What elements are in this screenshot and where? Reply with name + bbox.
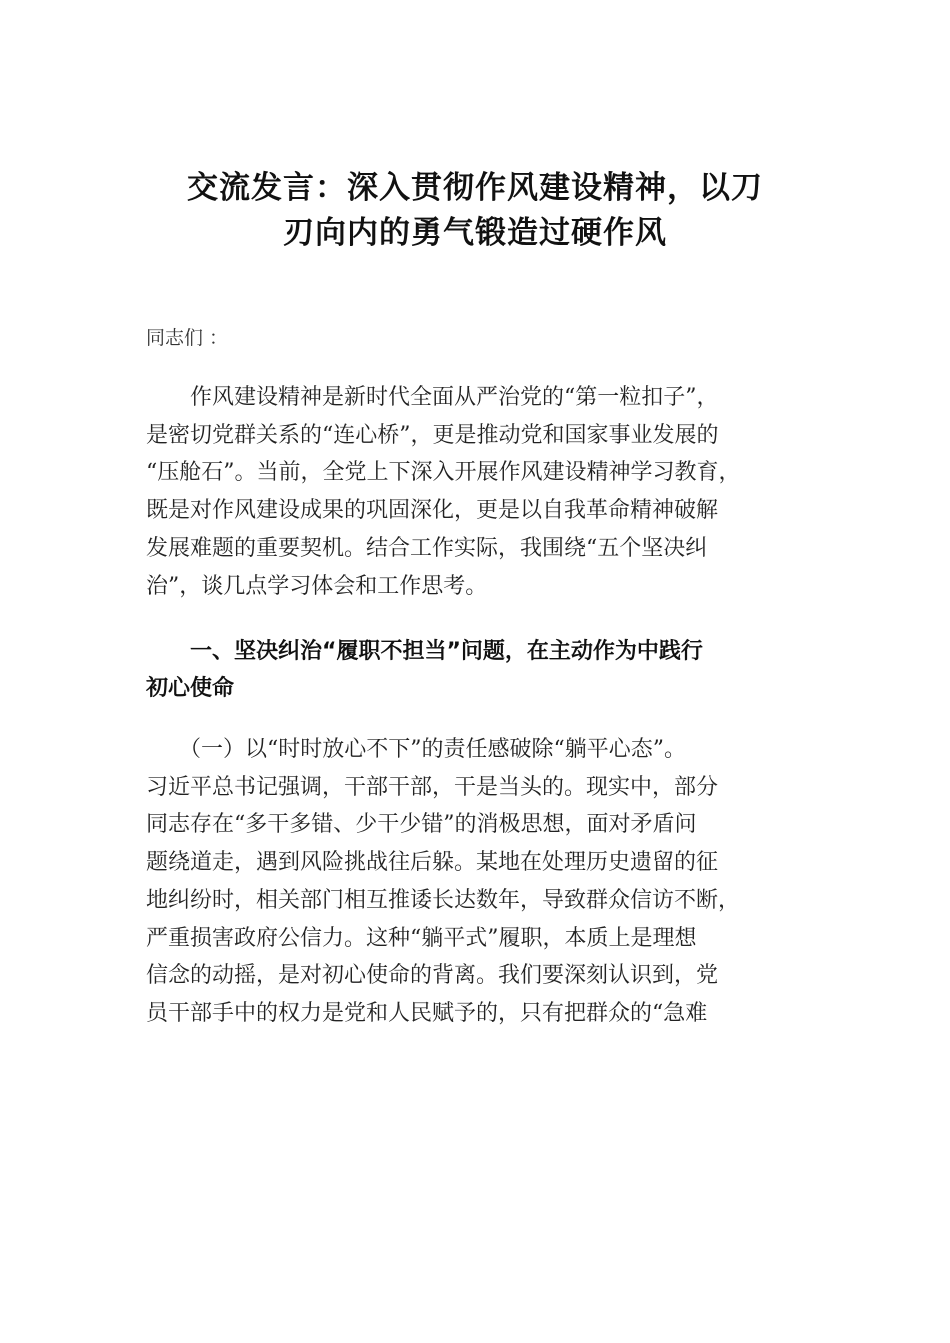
paragraph-line: 员干部手中的权力是党和人民赋予的，只有把群众的“急难 [146,1000,708,1026]
paragraph-line: （一）以“时时放心不下”的责任感破除“躺平心态”。 [146,737,686,762]
salutation: 同志们 ： [146,327,229,349]
paragraph-line: 发展难题的重要契机。结合工作实际，我围绕“五个坚决纠 [146,535,708,561]
paragraph-line: 作风建设精神是新时代全面从严治党的“第一粒扣子”， [146,385,719,410]
paragraph-line: 同志存在“多干多错、少干少错”的消极思想，面对矛盾问 [146,812,697,838]
paragraph-line: 是密切党群关系的“连心桥”，更是推动党和国家事业发展的 [146,422,719,448]
title-line: 交流发言：深入贯彻作风建设精神，以刀 [187,170,763,206]
paragraph-line: “压舱石”。当前，全党上下深入开展作风建设精神学习教育， [146,460,741,486]
document-title [130,166,820,256]
heading-line: 初心使命 [146,676,235,701]
paragraph-line: 题绕道走，遇到风险挑战往后躲。某地在处理历史遗留的征 [146,850,719,876]
paragraph-line: 地纠纷时，相关部门相互推诿长达数年，导致群众信访不断， [146,887,741,913]
title-line: 刃向内的勇气锻造过硬作风 [283,215,667,251]
section-one-paragraph [146,731,808,1033]
paragraph-line: 习近平总书记强调，干部干部，干是当头的。现实中，部分 [146,774,719,800]
intro-paragraph [146,379,808,605]
section-one-heading [146,633,808,707]
heading-line: 一、坚决纠治“履职不担当”问题，在主动作为中践行 [146,639,703,664]
paragraph-line: 信念的动摇，是对初心使命的背离。我们要深刻认识到，党 [146,963,719,989]
paragraph-line: 既是对作风建设成果的巩固深化，更是以自我革命精神破解 [146,498,719,524]
paragraph-line: 治”，谈几点学习体会和工作思考。 [146,573,488,599]
paragraph-line: 严重损害政府公信力。这种“躺平式”履职，本质上是理想 [146,925,697,951]
